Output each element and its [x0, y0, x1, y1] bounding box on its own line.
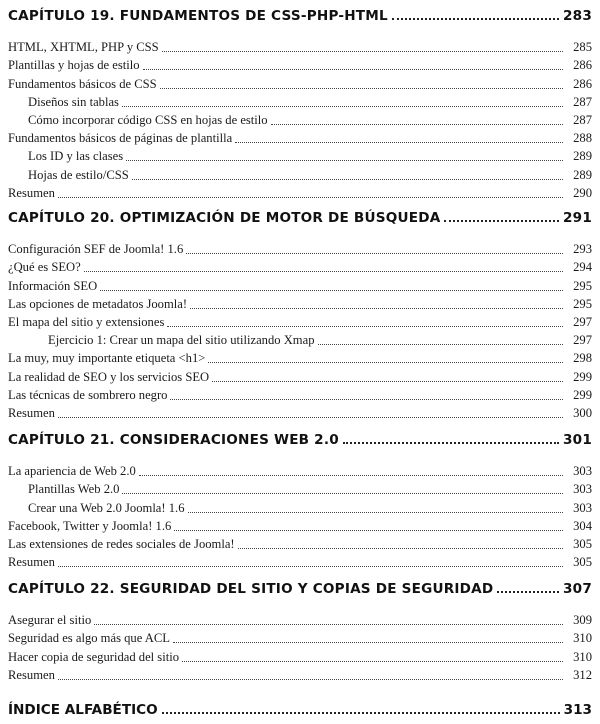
- toc-exercise-entry: [8, 330, 592, 348]
- dot-leader: [188, 512, 564, 513]
- entry-title: Facebook, Twitter y Joomla! 1.6: [8, 518, 172, 533]
- entry-page-number: 288: [573, 131, 592, 146]
- toc-entry: [8, 312, 592, 330]
- toc-subentry: [8, 164, 592, 182]
- entry-page-number: 309: [573, 613, 592, 628]
- entry-title: Resumen: [8, 555, 55, 570]
- entry-page-number: 305: [573, 555, 592, 570]
- entry-title: Resumen: [8, 667, 55, 682]
- dot-leader: [162, 51, 563, 52]
- dot-leader: [212, 381, 563, 382]
- chapter-heading: [8, 4, 592, 24]
- dot-leader: [58, 566, 563, 567]
- dot-leader: [162, 712, 560, 714]
- chapter-22: [8, 577, 592, 683]
- entry-title: ¿Qué es SEO?: [8, 260, 81, 275]
- toc-subentry: [8, 92, 592, 110]
- toc-entry: [8, 37, 592, 55]
- toc-entry: [8, 348, 592, 366]
- entry-page-number: 297: [573, 314, 592, 329]
- chapter-21: [8, 428, 592, 570]
- toc-entry: [8, 366, 592, 384]
- entry-title: La muy, muy importante etiqueta <h1>: [8, 351, 206, 366]
- dot-leader: [238, 548, 563, 549]
- entry-title: La realidad de SEO y los servicios SEO: [8, 369, 210, 384]
- dot-leader: [190, 308, 563, 309]
- toc-entry: [8, 73, 592, 91]
- entry-page-number: 312: [573, 667, 592, 682]
- index-heading: [8, 698, 592, 718]
- entry-page-number: 310: [573, 649, 592, 664]
- toc-subentry: [8, 479, 592, 497]
- dot-leader: [271, 124, 563, 125]
- dot-leader: [497, 591, 559, 593]
- entry-title: El mapa del sitio y extensiones: [8, 314, 165, 329]
- entry-list: [8, 239, 592, 421]
- dot-leader: [318, 344, 564, 345]
- entry-title: La apariencia de Web 2.0: [8, 464, 136, 479]
- dot-leader: [392, 18, 559, 20]
- dot-leader: [173, 642, 563, 643]
- entry-page-number: 299: [573, 369, 592, 384]
- toc-entry: [8, 646, 592, 664]
- toc-entry: [8, 128, 592, 146]
- chapter-title: CAPÍTULO 19. FUNDAMENTOS DE CSS-PHP-HTML: [8, 8, 388, 24]
- entry-list: [8, 461, 592, 570]
- chapter-page-number: 291: [563, 210, 592, 226]
- entry-page-number: 287: [573, 112, 592, 127]
- entry-page-number: 287: [573, 94, 592, 109]
- entry-list: [8, 37, 592, 201]
- dot-leader: [208, 362, 563, 363]
- toc-entry: [8, 461, 592, 479]
- entry-page-number: 289: [573, 149, 592, 164]
- chapter-heading: [8, 428, 592, 448]
- dot-leader: [167, 326, 563, 327]
- entry-list: [8, 610, 592, 683]
- dot-leader: [84, 271, 563, 272]
- toc-entry: [8, 183, 592, 201]
- toc-entry: [8, 239, 592, 257]
- dot-leader: [94, 624, 563, 625]
- dot-leader: [170, 399, 563, 400]
- dot-leader: [186, 253, 563, 254]
- entry-title: Plantillas Web 2.0: [28, 482, 120, 497]
- entry-title: Diseños sin tablas: [28, 94, 119, 109]
- toc-subentry: [8, 110, 592, 128]
- entry-title: Crear una Web 2.0 Joomla! 1.6: [28, 500, 185, 515]
- entry-title: Resumen: [8, 185, 55, 200]
- entry-page-number: 303: [573, 464, 592, 479]
- dot-leader: [58, 679, 563, 680]
- entry-page-number: 300: [573, 405, 592, 420]
- chapter-19: [8, 4, 592, 201]
- chapter-title: CAPÍTULO 20. OPTIMIZACIÓN DE MOTOR DE BÚSQUEDA: [8, 210, 441, 226]
- entry-page-number: 303: [573, 500, 592, 515]
- dot-leader: [58, 197, 563, 198]
- entry-title: Ejercicio 1: Crear un mapa del sitio utilizando Xmap: [48, 333, 315, 348]
- entry-title: Las opciones de metadatos Joomla!: [8, 296, 188, 311]
- entry-title: Asegurar el sitio: [8, 613, 92, 628]
- dot-leader: [182, 661, 563, 662]
- entry-page-number: 297: [573, 333, 592, 348]
- chapter-page-number: 301: [563, 432, 592, 448]
- entry-title: HTML, XHTML, PHP y CSS: [8, 40, 159, 55]
- dot-leader: [160, 88, 563, 89]
- dot-leader: [58, 417, 563, 418]
- dot-leader: [122, 493, 563, 494]
- entry-page-number: 290: [573, 185, 592, 200]
- entry-title: Las extensiones de redes sociales de Joomla!: [8, 536, 235, 551]
- chapter-page-number: 283: [563, 8, 592, 24]
- index-page-number: 313: [563, 702, 592, 718]
- dot-leader: [444, 220, 559, 222]
- entry-page-number: 286: [573, 58, 592, 73]
- toc-subentry: [8, 146, 592, 164]
- toc-entry: [8, 257, 592, 275]
- dot-leader: [126, 160, 563, 161]
- toc-entry: [8, 294, 592, 312]
- entry-title: Cómo incorporar código CSS en hojas de estilo: [28, 112, 268, 127]
- dot-leader: [343, 442, 559, 444]
- entry-title: Resumen: [8, 405, 55, 420]
- chapter-page-number: 307: [563, 581, 592, 597]
- chapter-heading: [8, 206, 592, 226]
- entry-title: Plantillas y hojas de estilo: [8, 58, 140, 73]
- chapter-20: [8, 206, 592, 421]
- dot-leader: [174, 530, 563, 531]
- dot-leader: [235, 142, 563, 143]
- entry-title: Configuración SEF de Joomla! 1.6: [8, 242, 184, 257]
- entry-page-number: 304: [573, 518, 592, 533]
- toc-entry: [8, 665, 592, 683]
- entry-page-number: 298: [573, 351, 592, 366]
- entry-title: Información SEO: [8, 278, 98, 293]
- entry-page-number: 285: [573, 40, 592, 55]
- dot-leader: [122, 106, 563, 107]
- entry-page-number: 299: [573, 387, 592, 402]
- index-title: ÍNDICE ALFABÉTICO: [8, 702, 158, 718]
- chapter-title: CAPÍTULO 22. SEGURIDAD DEL SITIO Y COPIAS DE SEGURIDAD: [8, 581, 494, 597]
- toc-entry: [8, 610, 592, 628]
- toc-entry: [8, 275, 592, 293]
- dot-leader: [143, 69, 563, 70]
- entry-title: Hacer copia de seguridad del sitio: [8, 649, 179, 664]
- entry-title: Seguridad es algo más que ACL: [8, 631, 170, 646]
- dot-leader: [132, 179, 563, 180]
- entry-page-number: 289: [573, 167, 592, 182]
- entry-title: Fundamentos básicos de páginas de plantilla: [8, 131, 233, 146]
- entry-page-number: 310: [573, 631, 592, 646]
- toc-entry: [8, 534, 592, 552]
- toc-entry: [8, 628, 592, 646]
- entry-title: Las técnicas de sombrero negro: [8, 387, 168, 402]
- toc-entry: [8, 385, 592, 403]
- entry-title: Fundamentos básicos de CSS: [8, 76, 157, 91]
- chapter-heading: [8, 577, 592, 597]
- entry-page-number: 286: [573, 76, 592, 91]
- chapter-title: CAPÍTULO 21. CONSIDERACIONES WEB 2.0: [8, 432, 339, 448]
- toc-subentry: [8, 497, 592, 515]
- entry-page-number: 303: [573, 482, 592, 497]
- dot-leader: [139, 475, 563, 476]
- entry-page-number: 295: [573, 296, 592, 311]
- entry-page-number: 293: [573, 242, 592, 257]
- entry-title: Los ID y las clases: [28, 149, 124, 164]
- toc-entry: [8, 516, 592, 534]
- toc-entry: [8, 403, 592, 421]
- entry-page-number: 294: [573, 260, 592, 275]
- entry-page-number: 295: [573, 278, 592, 293]
- toc-entry: [8, 552, 592, 570]
- toc-entry: [8, 55, 592, 73]
- dot-leader: [100, 290, 563, 291]
- entry-page-number: 305: [573, 536, 592, 551]
- entry-title: Hojas de estilo/CSS: [28, 167, 129, 182]
